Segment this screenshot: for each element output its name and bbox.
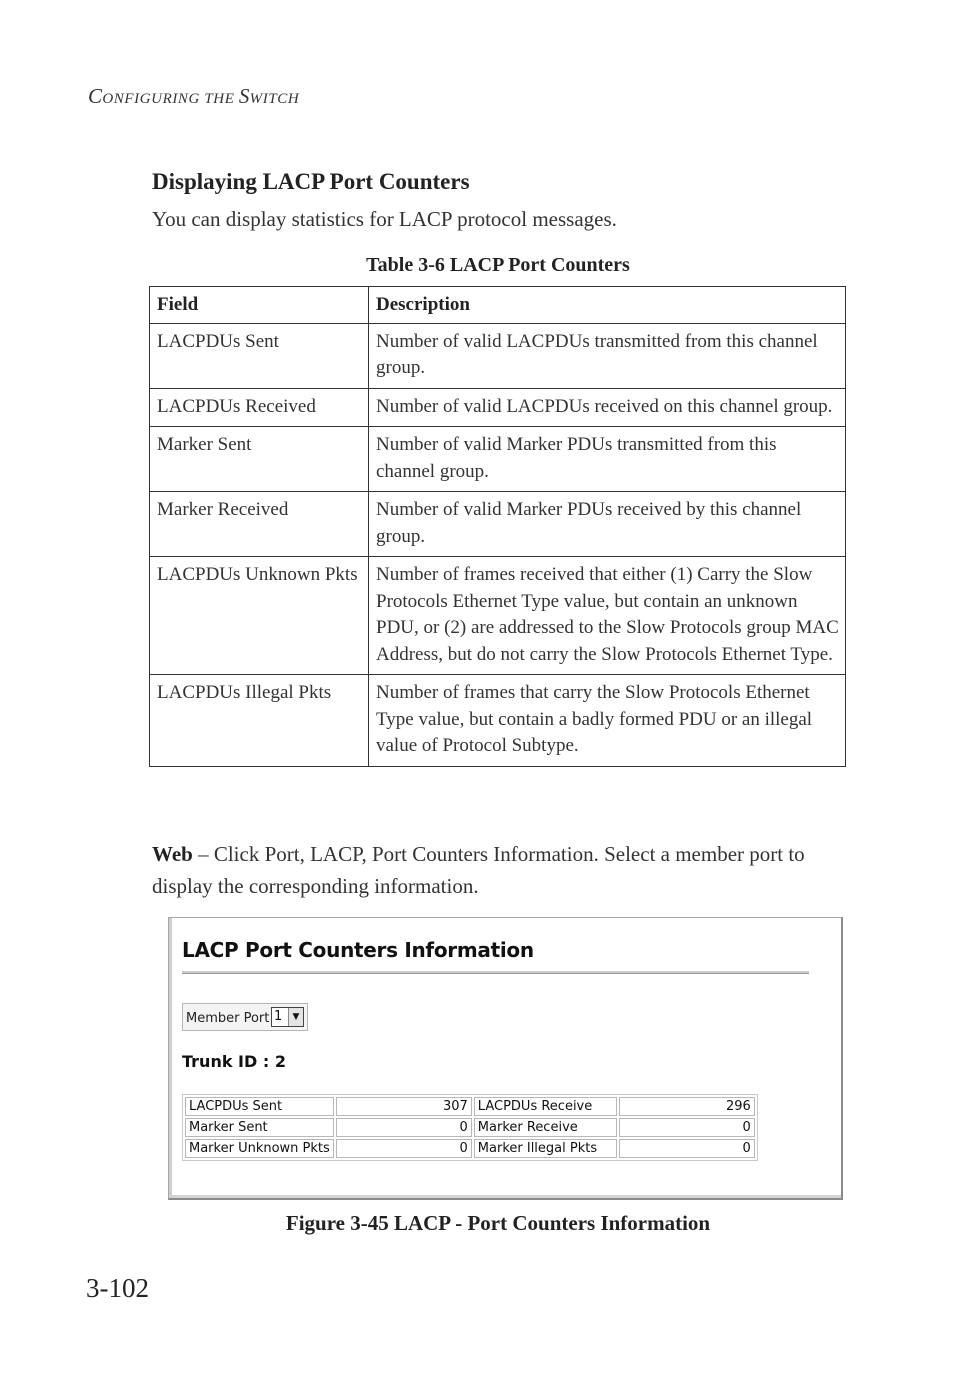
- field-cell: LACPDUs Received: [150, 388, 369, 427]
- member-port-value: 1: [274, 1009, 283, 1024]
- title-divider: [182, 971, 809, 974]
- table-header-row: [150, 287, 846, 324]
- section-title: Displaying LACP Port Counters: [152, 169, 470, 194]
- table-row: [150, 323, 846, 388]
- header-description: Description: [369, 287, 846, 324]
- panel-shadow-bottom: [169, 1195, 841, 1198]
- description-cell: Number of valid LACPDUs received on this channel group.: [369, 388, 846, 427]
- counter-label: Marker Illegal Pkts: [474, 1139, 617, 1158]
- screenshot-title: LACP Port Counters Information: [182, 938, 534, 962]
- table-caption: Table 3-6 LACP Port Counters: [366, 254, 630, 276]
- screenshot-panel: [168, 917, 843, 1200]
- counter-label: LACPDUs Sent: [185, 1097, 334, 1116]
- field-cell: LACPDUs Sent: [150, 323, 369, 388]
- member-port-control: [182, 1003, 308, 1031]
- intro-paragraph: You can display statistics for LACP protocol messages.: [152, 207, 617, 231]
- panel-shadow-left: [169, 918, 172, 1198]
- counter-value: 0: [336, 1139, 472, 1158]
- table-row: [150, 388, 846, 427]
- description-cell: Number of frames received that either (1) Carry the Slow Protocols Ethernet Type value, but contain an unknown PDU, or (2) are addressed to the Slow Protocols group MAC Address, but do not carry the Slow Protocols Ethernet Type.: [369, 557, 846, 675]
- table-row: [150, 427, 846, 492]
- member-port-label: Member Port: [186, 1011, 270, 1026]
- page-number: 3-102: [86, 1273, 149, 1303]
- counter-value: 0: [336, 1118, 472, 1137]
- counter-label: Marker Unknown Pkts: [185, 1139, 334, 1158]
- field-cell: LACPDUs Illegal Pkts: [150, 675, 369, 767]
- description-cell: Number of frames that carry the Slow Protocols Ethernet Type value, but contain a badly formed PDU or an illegal value of Protocol Subtype.: [369, 675, 846, 767]
- counter-label: Marker Sent: [185, 1118, 334, 1137]
- description-cell: Number of valid LACPDUs transmitted from this channel group.: [369, 323, 846, 388]
- table-row: [150, 492, 846, 557]
- field-cell: LACPDUs Unknown Pkts: [150, 557, 369, 675]
- counter-row: [185, 1097, 755, 1116]
- counters-grid: [182, 1094, 758, 1161]
- field-cell: Marker Sent: [150, 427, 369, 492]
- description-cell: Number of valid Marker PDUs received by this channel group.: [369, 492, 846, 557]
- member-port-select[interactable]: [271, 1007, 304, 1027]
- counter-label: Marker Receive: [474, 1118, 617, 1137]
- running-head: CONFIGURING THE SWITCH: [88, 84, 300, 108]
- trunk-id: Trunk ID : 2: [182, 1052, 286, 1071]
- description-cell: Number of valid Marker PDUs transmitted from this channel group.: [369, 427, 846, 492]
- counter-value: 296: [619, 1097, 755, 1116]
- web-text: – Click Port, LACP, Port Counters Information. Select a member port to display the corresponding information.: [152, 842, 805, 898]
- counter-label: LACPDUs Receive: [474, 1097, 617, 1116]
- counter-value: 0: [619, 1118, 755, 1137]
- table-row: [150, 675, 846, 767]
- web-instructions: [152, 838, 842, 902]
- counter-row: [185, 1118, 755, 1137]
- counter-value: 0: [619, 1139, 755, 1158]
- counter-row: [185, 1139, 755, 1158]
- field-cell: Marker Received: [150, 492, 369, 557]
- figure-caption: Figure 3-45 LACP - Port Counters Information: [285, 1211, 711, 1235]
- table-row: [150, 557, 846, 675]
- header-field: Field: [150, 287, 369, 324]
- web-lead: Web: [152, 842, 193, 866]
- chevron-down-icon[interactable]: ▼: [288, 1008, 303, 1026]
- lacp-counters-table: [149, 286, 846, 767]
- counter-value: 307: [336, 1097, 472, 1116]
